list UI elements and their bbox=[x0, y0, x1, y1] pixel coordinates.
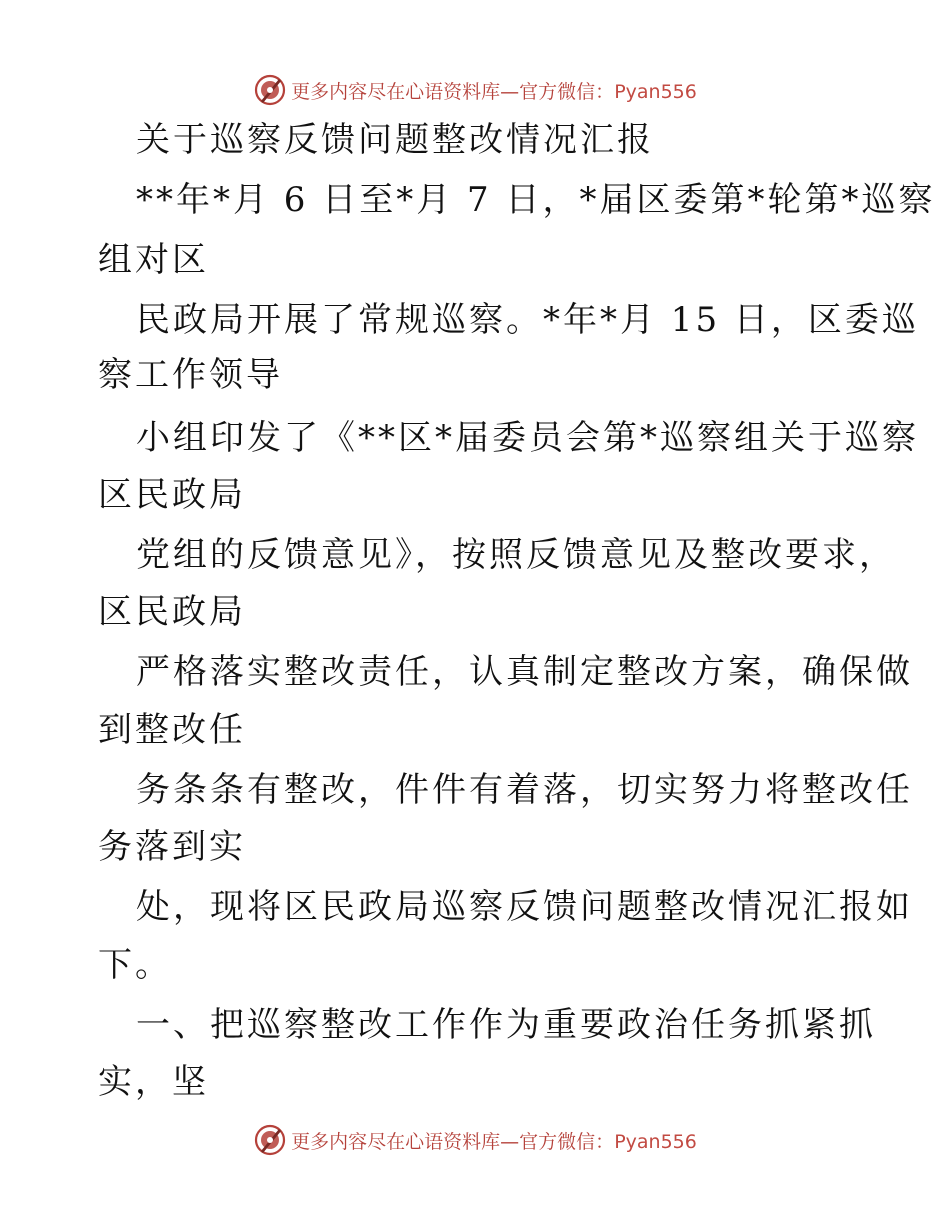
paragraph-line: 区民政局 bbox=[98, 592, 246, 632]
footer-watermark bbox=[0, 1120, 950, 1160]
paragraph-line: 实，坚 bbox=[98, 1062, 209, 1102]
watermark-text: 更多内容尽在心语资料库—官方微信：Pyan556 bbox=[291, 1130, 697, 1153]
document-title: 关于巡察反馈问题整改情况汇报 bbox=[136, 120, 654, 160]
paragraph-line: **年*月 6 日至*月 7 日，*届区委第*轮第*巡察 bbox=[136, 180, 936, 220]
paragraph-line: 务条条有整改，件件有着落，切实努力将整改任 bbox=[136, 770, 913, 810]
watermark-banner bbox=[253, 1123, 697, 1157]
paragraph-line: 区民政局 bbox=[98, 475, 246, 515]
paragraph-line: 严格落实整改责任，认真制定整改方案，确保做 bbox=[136, 652, 913, 692]
paragraph-line: 组对区 bbox=[98, 240, 209, 280]
paragraph-line: 小组印发了《**区*届委员会第*巡察组关于巡察 bbox=[136, 418, 919, 458]
header-watermark bbox=[0, 70, 950, 110]
quill-seal-icon bbox=[253, 73, 287, 107]
paragraph-line: 处，现将区民政局巡察反馈问题整改情况汇报如 bbox=[136, 887, 913, 927]
paragraph-line: 务落到实 bbox=[98, 827, 246, 867]
quill-seal-icon bbox=[253, 1123, 287, 1157]
section-heading: 一、把巡察整改工作作为重要政治任务抓紧抓 bbox=[136, 1005, 876, 1045]
watermark-text: 更多内容尽在心语资料库—官方微信：Pyan556 bbox=[291, 80, 697, 103]
paragraph-line: 察工作领导 bbox=[98, 355, 283, 395]
paragraph-line: 党组的反馈意见》，按照反馈意见及整改要求， bbox=[136, 535, 896, 575]
paragraph-line: 到整改任 bbox=[98, 710, 246, 750]
watermark-banner bbox=[253, 73, 697, 107]
paragraph-line: 下。 bbox=[98, 945, 172, 985]
paragraph-line: 民政局开展了常规巡察。*年*月 15 日，区委巡 bbox=[136, 300, 919, 340]
